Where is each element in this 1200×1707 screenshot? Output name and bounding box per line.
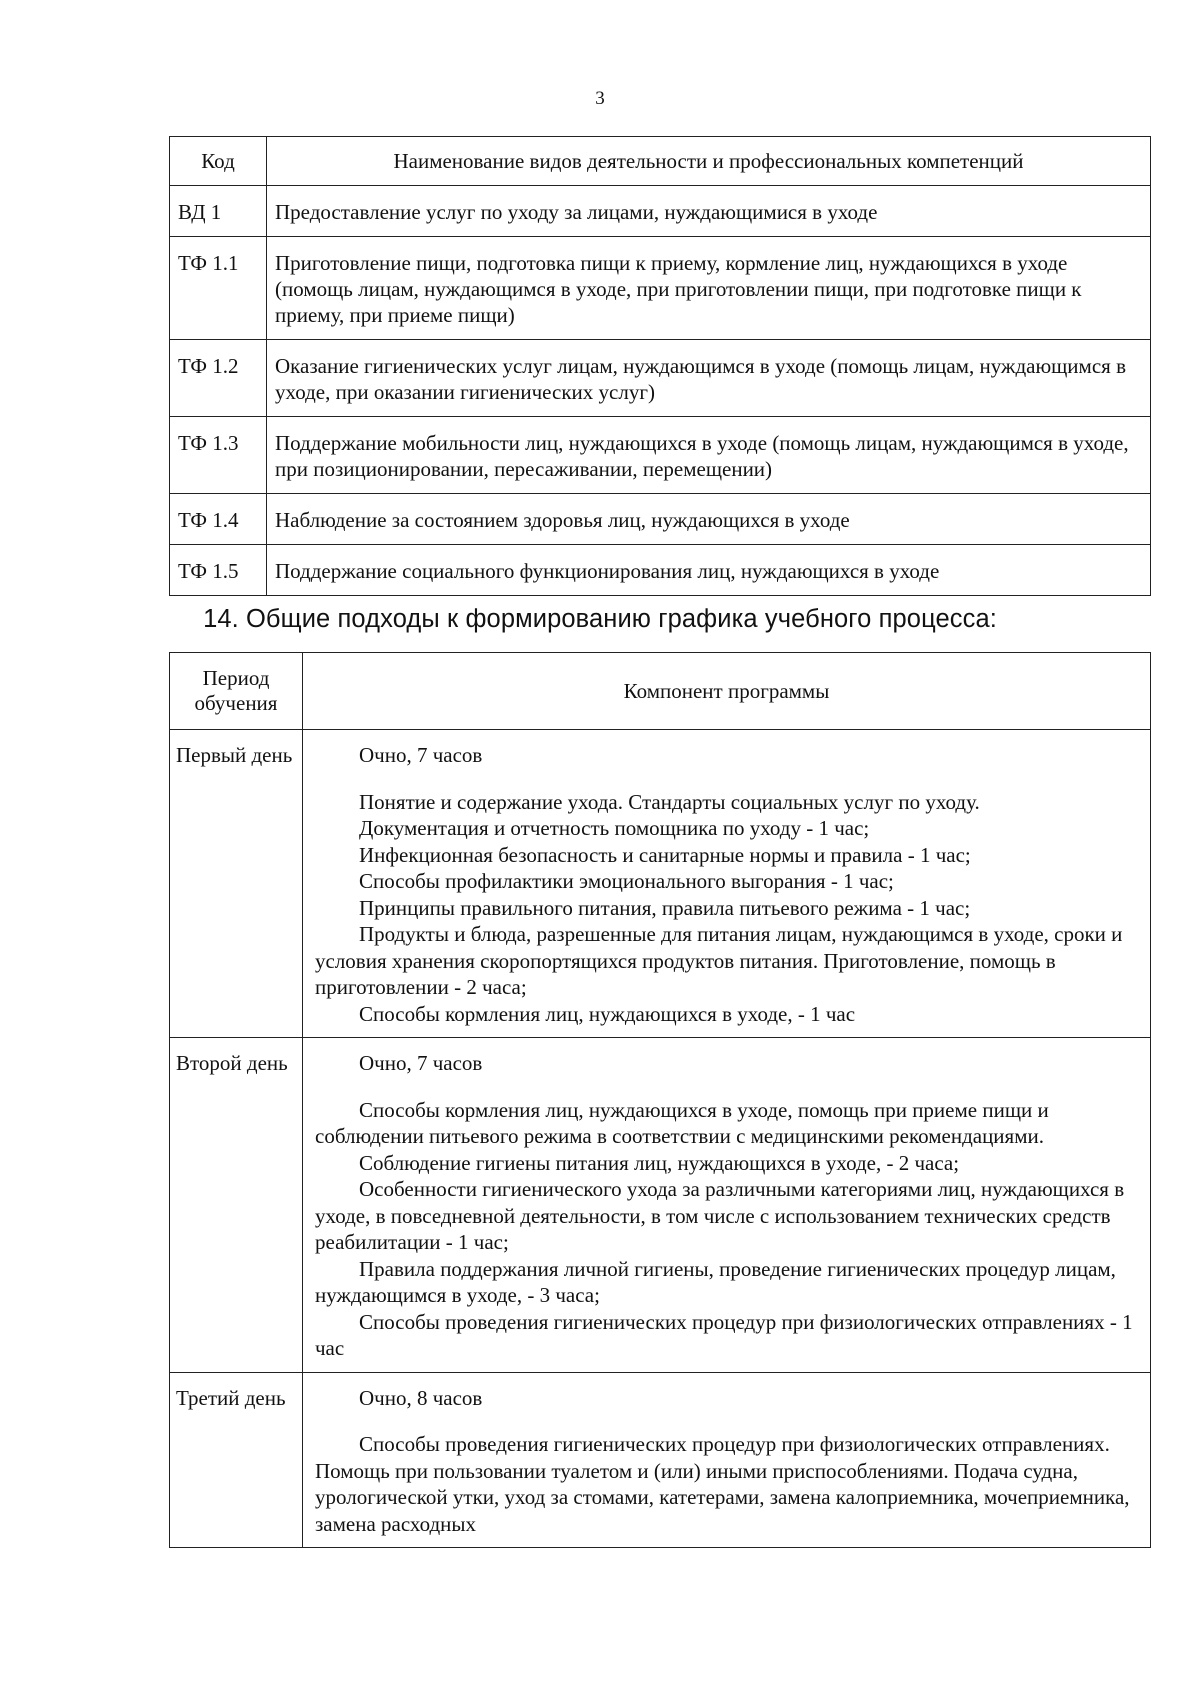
study-mode: Очно, 7 часов xyxy=(359,1051,483,1075)
schedule-row xyxy=(170,1038,1151,1373)
competency-name: Оказание гигиенических услуг лицам, нуждающимся в уходе (помощь лицам, нуждающимся в уходе, при оказании гигиенических услуг) xyxy=(267,340,1151,417)
schedule-row xyxy=(170,730,1151,1038)
component-cell xyxy=(303,1038,1151,1373)
competency-name: Поддержание мобильности лиц, нуждающихся в уходе (помощь лицам, нуждающимся в уходе, при позиционировании, пересаживании, перемещении) xyxy=(267,417,1151,494)
competency-name: Предоставление услуг по уходу за лицами, нуждающимися в уходе xyxy=(267,186,1151,237)
schedule-row xyxy=(170,1372,1151,1548)
topic-paragraph: Инфекционная безопасность и санитарные нормы и правила - 1 час; xyxy=(359,842,971,867)
topic-paragraph: Документация и отчетность помощника по уходу - 1 час; xyxy=(359,816,870,840)
topic-paragraph: Соблюдение гигиены питания лиц, нуждающихся в уходе, - 2 часа; xyxy=(359,1150,960,1175)
competency-code: ТФ 1.3 xyxy=(170,417,267,494)
table-row xyxy=(170,494,1151,545)
code-column-header: Код xyxy=(170,137,267,186)
competency-name: Поддержание социального функционирования лиц, нуждающихся в уходе xyxy=(267,545,1151,596)
topic-paragraph: Способы кормления лиц, нуждающихся в уходе, - 1 час xyxy=(359,1001,856,1026)
table-row xyxy=(170,417,1151,494)
study-mode: Очно, 7 часов xyxy=(359,743,483,767)
table-row xyxy=(170,186,1151,237)
topic-paragraph: Принципы правильного питания, правила питьевого режима - 1 час; xyxy=(359,895,971,920)
schedule-table xyxy=(169,652,1151,1548)
period-column-header: Период обучения xyxy=(170,653,303,730)
component-cell xyxy=(303,1372,1151,1548)
topic-paragraph: Особенности гигиенического ухода за различными категориями лиц, нуждающихся в уходе, в повседневной деятельности, в том числе с использованием технических средств реабилитации - 1 час; xyxy=(315,1177,1125,1254)
competency-code: ТФ 1.5 xyxy=(170,545,267,596)
table-row xyxy=(170,237,1151,340)
table-row xyxy=(170,340,1151,417)
competency-code: ТФ 1.4 xyxy=(170,494,267,545)
competencies-table xyxy=(169,136,1151,596)
table-row xyxy=(170,545,1151,596)
name-column-header: Наименование видов деятельности и профессиональных компетенций xyxy=(267,137,1151,186)
topic-paragraph: Способы профилактики эмоционального выгорания - 1 час; xyxy=(359,869,894,893)
study-mode: Очно, 8 часов xyxy=(359,1385,483,1410)
competency-code: ТФ 1.2 xyxy=(170,340,267,417)
period-cell: Первый день xyxy=(170,730,303,1038)
topic-paragraph: Способы кормления лиц, нуждающихся в уходе, помощь при приеме пищи и соблюдении питьевого режима в соответствии с медицинскими рекомендациями. xyxy=(315,1097,1049,1148)
section-title: 14. Общие подходы к формированию графика учебного процесса: xyxy=(203,605,997,633)
competency-name: Наблюдение за состоянием здоровья лиц, нуждающихся в уходе xyxy=(267,494,1151,545)
topic-paragraph: Понятие и содержание ухода. Стандарты социальных услуг по уходу. xyxy=(359,789,980,814)
component-column-header: Компонент программы xyxy=(303,653,1151,730)
topic-paragraph: Продукты и блюда, разрешенные для питания лицам, нуждающимся в уходе, сроки и условия хранения скоропортящихся продуктов питания. Приготовление, помощь в приготовлении - 2 часа; xyxy=(315,922,1123,999)
topic-paragraph: Способы проведения гигиенических процедур при физиологических отправлениях - 1 час xyxy=(315,1309,1133,1360)
competency-code: ВД 1 xyxy=(170,186,267,237)
period-cell: Второй день xyxy=(170,1038,303,1373)
period-cell: Третий день xyxy=(170,1372,303,1548)
topic-paragraph: Правила поддержания личной гигиены, проведение гигиенических процедур лицам, нуждающимся в уходе, - 3 часа; xyxy=(315,1256,1116,1307)
competencies-header-row xyxy=(170,137,1151,186)
schedule-header-row xyxy=(170,653,1151,730)
competency-name: Приготовление пищи, подготовка пищи к приему, кормление лиц, нуждающихся в уходе (помощь лицам, нуждающимся в уходе, при приготовлении пищи, при подготовке пищи к приему, при приеме пищи) xyxy=(267,237,1151,340)
competency-code: ТФ 1.1 xyxy=(170,237,267,340)
page-number: 3 xyxy=(595,88,605,109)
topic-paragraph: Способы проведения гигиенических процедур при физиологических отправлениях. Помощь при пользовании туалетом и (или) иными приспособлениями. Подача судна, урологической утки, уход за стомами, катетерами, замена калоприемника, мочеприемника, замена расходных xyxy=(315,1432,1130,1536)
component-cell xyxy=(303,730,1151,1038)
